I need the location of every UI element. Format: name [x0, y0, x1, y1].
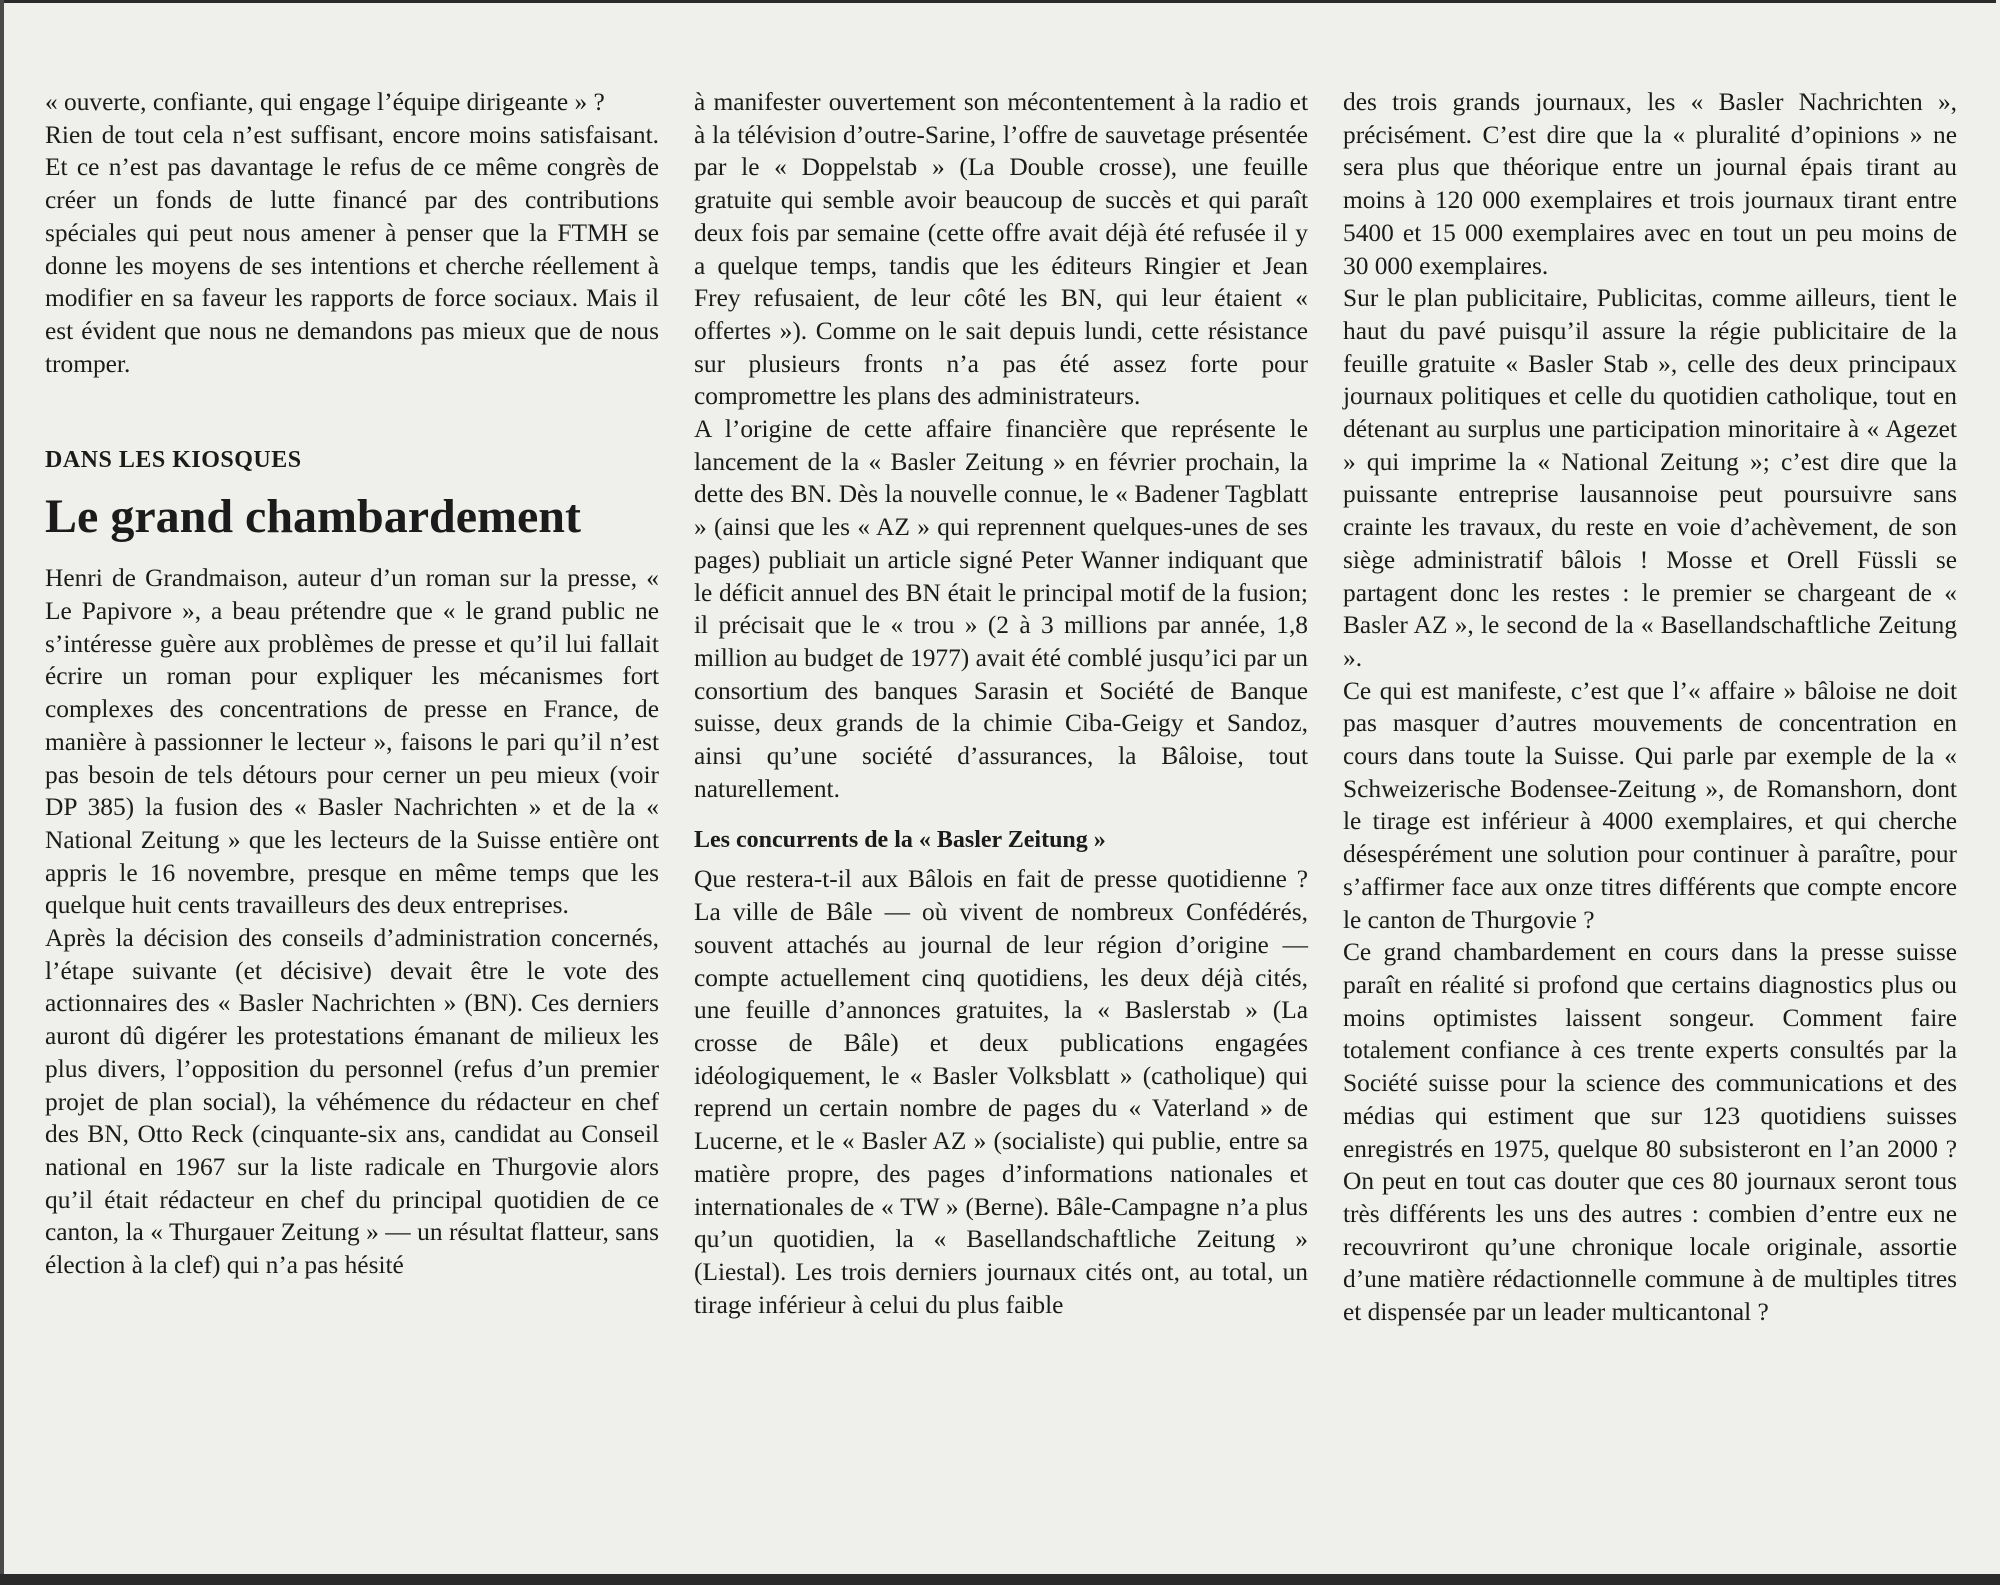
- paragraph: Que restera-t-il aux Bâlois en fait de presse quotidienne ? La ville de Bâle — où vivent de nombreux Confédérés, souvent attachés au journal de leur région d’origine — compte actuellement cinq quotidiens, les deux déjà cités, une feuille d’annonces gratuites, la « Baslerstab » (La crosse de Bâle) et deux publications engagées idéologiquement, le « Basler Volksblatt » (catholique) qui reprend un certain nombre de pages du « Vaterland » de Lucerne, et le « Basler AZ » (socialiste) qui publie, entre sa matière propre, des pages d’informations nationales et internationales de « TW » (Berne). Bâle-Campagne n’a plus qu’un quotidien, la « Basellandschaftliche Zeitung » (Liestal). Les trois derniers journaux cités ont, au total, un tirage inférieur à celui du plus faible: [694, 865, 1308, 1319]
- continued-paragraph: « ouverte, confiante, qui engage l’équipe dirigeante » ?: [45, 88, 605, 116]
- page-top-border: [0, 0, 1996, 3]
- paragraph: à manifester ouvertement son mécontentement à la radio et à la télévision d’outre-Sarine, l’offre de sauvetage présentée par le « Doppelstab » (La Double crosse), une feuille gratuite qui semble avoir beaucoup de succès et qui paraît deux fois par semaine (cette offre avait déjà été refusée il y a quelque temps, tandis que les éditeurs Ringier et Jean Frey refusaient, de leur côté les BN, qui leur étaient « offertes »). Comme on le sait depuis lundi, cette résistance sur plusieurs fronts n’a pas été assez forte pour compromettre les plans des administrateurs.: [694, 88, 1308, 411]
- paragraph: Rien de tout cela n’est suffisant, encore moins satisfaisant. Et ce n’est pas davantage le refus de ce même congrès de créer un fonds de lutte financé par des contributions spéciales qui peut nous amener à penser que la FTMH se donne les moyens de ses intentions et cherche réellement à modifier en sa faveur les rapports de force sociaux. Mais il est évident que nous ne demandons pas mieux que de nous tromper.: [45, 120, 659, 378]
- paragraph: Henri de Grandmaison, auteur d’un roman sur la presse, « Le Papivore », a beau prétendre que « le grand public ne s’intéresse guère aux problèmes de presse et qu’il lui fallait écrire un roman pour expliquer les mécanismes fort complexes des concentrations de presse en France, de manière à passionner le lecteur », faisons le pari qu’il n’est pas besoin de tels détours pour cerner un peu mieux (voir DP 385) la fusion des « Basler Nachrichten » et de la « National Zeitung » que les lecteurs de la Suisse entière ont appris le 16 novembre, presque en même temps que les quelque huit cents travailleurs des deux entreprises.: [45, 564, 659, 920]
- column-3: [1343, 86, 1957, 1329]
- paragraph: Ce qui est manifeste, c’est que l’« affaire » bâloise ne doit pas masquer d’autres mouvements de concentration en cours dans toute la Suisse. Qui parle par exemple de la « Schweizerische Bodensee-Zeitung », de Romanshorn, dont le tirage est inférieur à 4000 exemplaires, et qui cherche désespérément une solution pour continuer à paraître, pour s’affirmer face aux onze titres différents que compte encore le canton de Thurgovie ?: [1343, 676, 1957, 934]
- page-bottom-border: [0, 1574, 2000, 1585]
- section-kicker: DANS LES KIOSQUES: [45, 447, 302, 474]
- page-left-edge: [0, 0, 4, 1585]
- column-2: [694, 86, 1308, 1321]
- paragraph: Ce grand chambardement en cours dans la presse suisse paraît en réalité si profond que certains diagnostics plus ou moins optimistes laissent songeur. Comment faire totalement confiance à ces trente experts consultés par la Société suisse pour la science des communications et des médias qui estiment que sur 123 quotidiens suisses enregistrés en 1975, quelque 80 subsisteront en l’an 2000 ? On peut en tout cas douter que ces 80 journaux seront tous très différents les uns des autres : combien d’entre eux ne recouvriront qu’une chronique locale originale, assortie d’une matière rédactionnelle commune à de multiples titres et dispensée par un leader multicantonal ?: [1343, 938, 1957, 1327]
- paragraph: Sur le plan publicitaire, Publicitas, comme ailleurs, tient le haut du pavé puisqu’il assure la régie publicitaire de la feuille gratuite « Basler Stab », celle des deux principaux journaux politiques et celle du quotidien catholique, tout en détenant au surplus une participation minoritaire à « Agezet » qui imprime la « National Zeitung »; c’est dire que la puissante entreprise lausannoise peut poursuivre sans crainte les travaux, du reste en voie d’achèvement, de son siège administratif bâlois ! Mosse et Orell Füssli se partagent donc les restes : le premier se chargeant de « Basler AZ », le second de la « Basellandschaftliche Zeitung ».: [1343, 284, 1957, 672]
- column-1: [45, 86, 659, 1282]
- paragraph: Après la décision des conseils d’administration concernés, l’étape suivante (et décisive) devait être le vote des actionnaires des « Basler Nachrichten » (BN). Ces derniers auront dû digérer les protestations émanant de milieux les plus divers, l’opposition du personnel (refus d’un premier projet de plan social), la véhémence du rédacteur en chef des BN, Otto Reck (cinquante-six ans, candidat au Conseil national en 1967 sur la liste radicale en Thurgovie alors qu’il était rédacteur en chef du principal quotidien de ce canton, la « Thurgauer Zeitung » — un résultat flatteur, sans élection à la clef) qui n’a pas hésité: [45, 924, 659, 1280]
- paragraph: des trois grands journaux, les « Basler Nachrichten », précisément. C’est dire que la « pluralité d’opinions » ne sera plus que théorique entre un journal épais tirant au moins à 120 000 exemplaires et trois journaux tirant entre 5400 et 15 000 exemplaires avec en tout un peu moins de 30 000 exemplaires.: [1343, 88, 1957, 280]
- article-headline: Le grand chambardement: [45, 490, 581, 544]
- subheading: Les concurrents de la « Basler Zeitung »: [694, 827, 1106, 854]
- paragraph: A l’origine de cette affaire financière que représente le lancement de la « Basler Zeitung » en février prochain, la dette des BN. Dès la nouvelle connue, le « Badener Tagblatt » (ainsi que les « AZ » qui reprennent quelques-unes de ses pages) publiait un article signé Peter Wanner indiquant que le déficit annuel des BN était le principal motif de la fusion; il précisait que le « trou » (2 à 3 millions par année, 1,8 million au budget de 1977) avait été comblé jusqu’ici par un consortium des banques Sarasin et Société de Banque suisse, deux grands de la chimie Ciba-Geigy et Sandoz, ainsi qu’une société d’assurances, la Bâloise, tout naturellement.: [694, 415, 1308, 803]
